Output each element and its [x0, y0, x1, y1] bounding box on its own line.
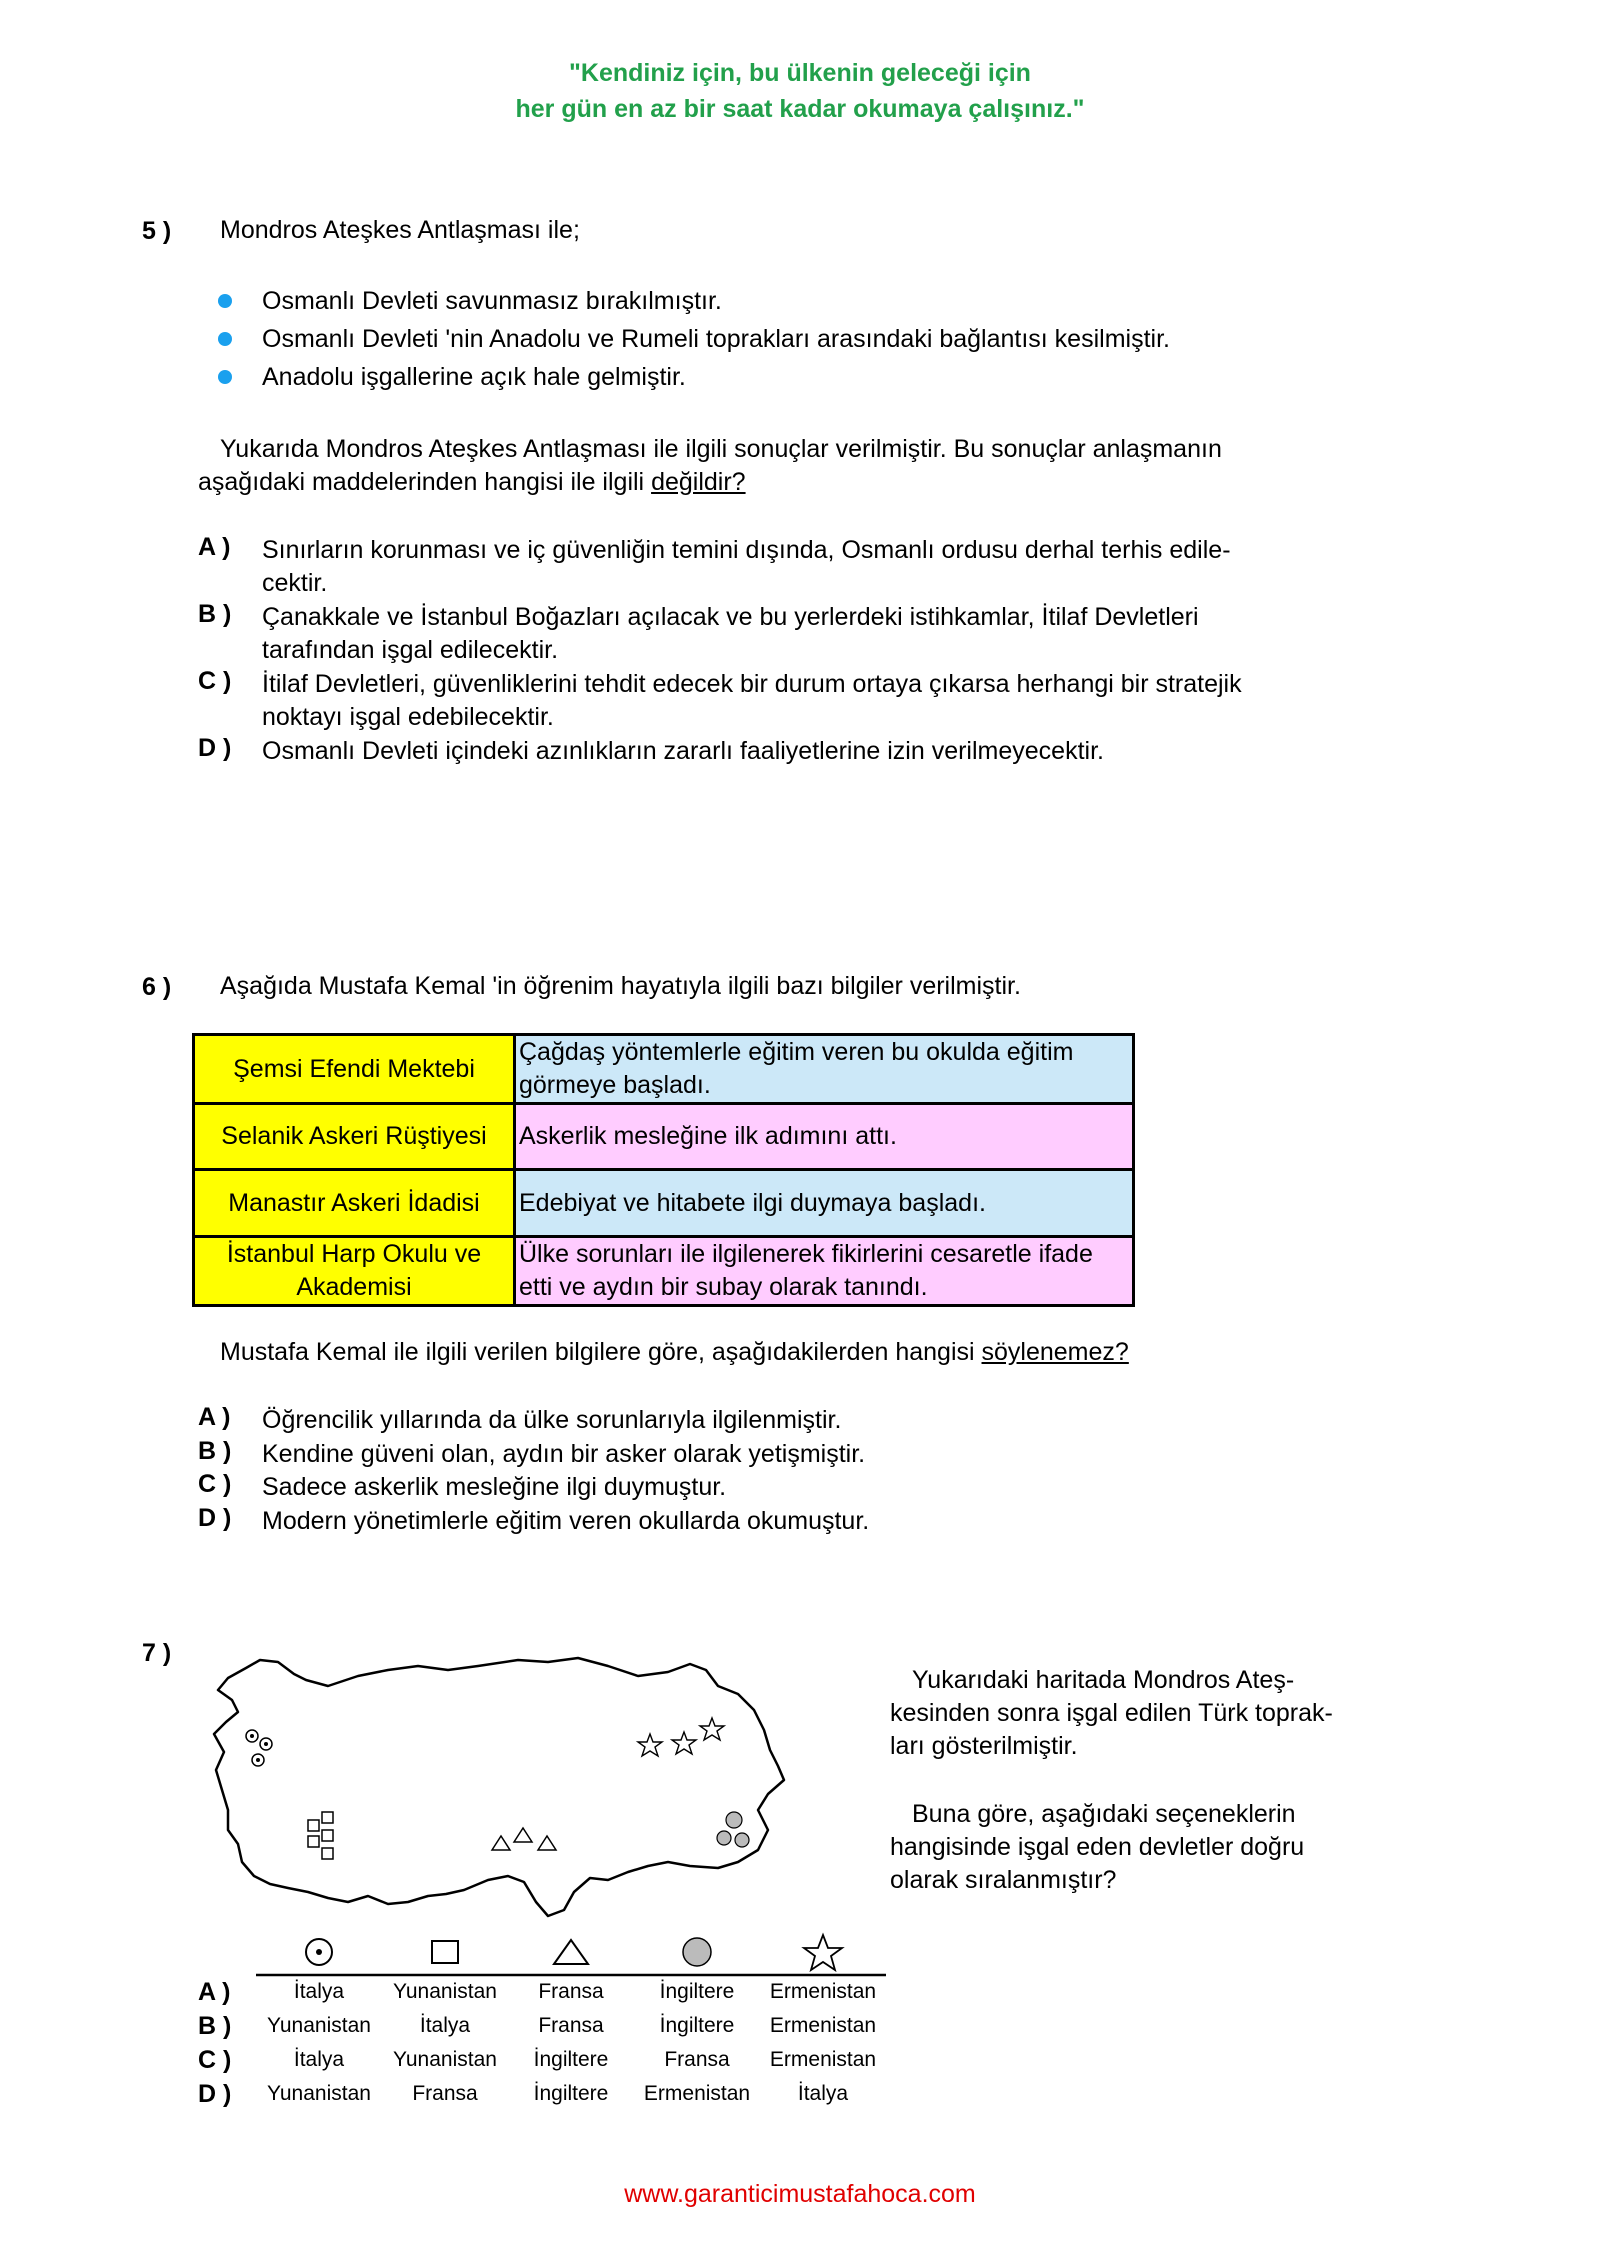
q5-option-c-letter[interactable]: C ) [198, 667, 232, 695]
q7-para2-line3: olarak sıralanmıştır? [890, 1866, 1117, 1894]
q7-para1-line2: kesinden sonra işgal edilen Türk toprak- [890, 1699, 1333, 1727]
circle-dot-icon [306, 1939, 332, 1965]
turkey-occupation-map [198, 1640, 798, 1925]
q5-option-a-line2[interactable]: cektir. [262, 569, 328, 597]
q5-option-c-line2[interactable]: noktayı işgal edebilecektir. [262, 703, 554, 731]
q7-option-b-row[interactable] [256, 2009, 886, 2043]
q6-option-a-text[interactable]: Öğrencilik yıllarında da ülke sorunlarıyla ilgilenmiştir. [262, 1406, 842, 1434]
question-5-intro: Mondros Ateşkes Antlaşması ile; [220, 216, 580, 244]
grid-cell: Ermenistan [643, 2082, 751, 2105]
q7-para2-line1: Buna göre, aşağıdaki seçeneklerin [912, 1800, 1296, 1828]
mustafa-kemal-education-table [192, 1033, 1135, 1307]
school-cell: Şemsi Efendi Mektebi [194, 1035, 515, 1104]
table-row [194, 1035, 1134, 1104]
legend-symbols-row [256, 1930, 876, 1980]
info-cell: Ülke sorunları ile ilgilenerek fikirlerini cesaretle ifade etti ve aydın bir subay olarak tanındı. [515, 1237, 1134, 1306]
triangle-icon [554, 1940, 588, 1964]
turkey-outline [214, 1658, 784, 1916]
table-row [194, 1170, 1134, 1237]
bullet-icon [218, 370, 232, 384]
q6-option-b-text[interactable]: Kendine güveni olan, aydın bir asker olarak yetişmiştir. [262, 1440, 866, 1468]
q6-option-b-letter[interactable]: B ) [198, 1437, 232, 1465]
q5-option-b-line1[interactable]: Çanakkale ve İstanbul Boğazları açılacak ve bu yerlerdeki istihkamlar, İtilaf Devletleri [262, 603, 1199, 631]
grid-cell: Ermenistan [769, 2048, 877, 2071]
bullet-icon [218, 332, 232, 346]
q5-option-b-letter[interactable]: B ) [198, 600, 232, 628]
grid-cell: Ermenistan [769, 1980, 877, 2003]
q7-option-c-row[interactable] [256, 2043, 886, 2077]
q5-option-a-line1[interactable]: Sınırların korunması ve iç güvenliğin temini dışında, Osmanlı ordusu derhal terhis edile- [262, 536, 1231, 564]
grid-cell: Yunanistan [393, 1980, 497, 2003]
q7-option-b-letter[interactable]: B ) [198, 2012, 232, 2040]
bullet-icon [218, 294, 232, 308]
info-cell: Askerlik mesleğine ilk adımını attı. [515, 1104, 1134, 1170]
info-cell: Çağdaş yöntemlerle eğitim veren bu okulda eğitim görmeye başladı. [515, 1035, 1134, 1104]
q7-options-grid [256, 1975, 886, 2111]
q5-option-b-line2[interactable]: tarafından işgal edilecektir. [262, 636, 559, 664]
question-5-number: 5 ) [142, 217, 172, 245]
q7-option-c-letter[interactable]: C ) [198, 2046, 232, 2074]
school-cell: İstanbul Harp Okulu ve Akademisi [194, 1237, 515, 1306]
grid-cell: İtalya [293, 2048, 345, 2071]
q6-option-a-letter[interactable]: A ) [198, 1403, 231, 1431]
q7-option-a-letter[interactable]: A ) [198, 1978, 231, 2006]
question-7-number: 7 ) [142, 1639, 172, 1667]
q6-option-d-text[interactable]: Modern yönetimlerle eğitim veren okullarda okumuştur. [262, 1507, 870, 1535]
q5-option-d-line1[interactable]: Osmanlı Devleti içindeki azınlıkların zararlı faaliyetlerine izin verilmeyecektir. [262, 737, 1104, 765]
grid-cell: Yunanistan [393, 2048, 497, 2071]
q5-stem-line2: aşağıdaki maddelerinden hangisi ile ilgili değildir? [198, 468, 746, 496]
q5-bullet-1: Osmanlı Devleti savunmasız bırakılmıştır. [262, 287, 722, 315]
grid-cell: Yunanistan [267, 2082, 371, 2105]
q5-option-c-line1[interactable]: İtilaf Devletleri, güvenliklerini tehdit edecek bir durum ortaya çıkarsa herhangi bir stratejik [262, 670, 1242, 698]
q5-bullet-3: Anadolu işgallerine açık hale gelmiştir. [262, 363, 686, 391]
header-quote-line2: her gün en az bir saat kadar okumaya çalışınız." [515, 95, 1085, 123]
q6-stem-emphasis: söylenemez? [981, 1338, 1129, 1366]
school-cell: Manastır Askeri İdadisi [194, 1170, 515, 1237]
grid-cell: Yunanistan [267, 2014, 371, 2037]
table-row [194, 1104, 1134, 1170]
grid-cell: İtalya [293, 1980, 345, 2003]
grid-cell: İngiltere [533, 2082, 609, 2105]
table-row [194, 1237, 1134, 1306]
filled-circle-icon [683, 1938, 711, 1966]
square-icon [432, 1941, 458, 1963]
q5-stem-emphasis: değildir? [651, 468, 746, 496]
q7-para2-line2: hangisinde işgal eden devletler doğru [890, 1833, 1305, 1861]
q6-option-c-text[interactable]: Sadece askerlik mesleğine ilgi duymuştur. [262, 1473, 727, 1501]
question-6-intro: Aşağıda Mustafa Kemal 'in öğrenim hayatıyla ilgili bazı bilgiler verilmiştir. [220, 972, 1021, 1000]
q7-para1-line1: Yukarıdaki haritada Mondros Ateş- [912, 1666, 1295, 1694]
header-quote-line1: "Kendiniz için, bu ülkenin geleceği için [569, 59, 1031, 87]
q5-stem-line1: Yukarıda Mondros Ateşkes Antlaşması ile ilgili sonuçlar verilmiştir. Bu sonuçlar anlaşmanın [220, 435, 1222, 463]
grid-cell: Fransa [538, 1980, 604, 2003]
grid-cell: İtalya [797, 2082, 849, 2105]
q7-option-d-row[interactable] [256, 2077, 886, 2111]
footer-website-link[interactable]: www.garanticimustafahoca.com [624, 2180, 976, 2208]
q7-option-a-row[interactable] [256, 1975, 886, 2009]
question-6-number: 6 ) [142, 973, 172, 1001]
grid-cell: Fransa [664, 2048, 730, 2071]
q6-stem: Mustafa Kemal ile ilgili verilen bilgilere göre, aşağıdakilerden hangisi söylenemez? [220, 1338, 1129, 1366]
school-cell: Selanik Askeri Rüştiyesi [194, 1104, 515, 1170]
q7-para1-line3: ları gösterilmiştir. [890, 1732, 1078, 1760]
grid-cell: Fransa [538, 2014, 604, 2037]
grid-cell: Ermenistan [769, 2014, 877, 2037]
grid-cell: İngiltere [533, 2048, 609, 2071]
star-icon [804, 1935, 842, 1970]
q5-option-a-letter[interactable]: A ) [198, 533, 231, 561]
grid-cell: Fransa [412, 2082, 478, 2105]
q5-option-d-letter[interactable]: D ) [198, 734, 232, 762]
grid-cell: İngiltere [659, 2014, 735, 2037]
info-cell: Edebiyat ve hitabete ilgi duymaya başladı. [515, 1170, 1134, 1237]
q6-option-d-letter[interactable]: D ) [198, 1504, 232, 1532]
q5-bullet-2: Osmanlı Devleti 'nin Anadolu ve Rumeli toprakları arasındaki bağlantısı kesilmiştir. [262, 325, 1170, 353]
grid-cell: İngiltere [659, 1980, 735, 2003]
q7-option-d-letter[interactable]: D ) [198, 2080, 232, 2108]
q6-option-c-letter[interactable]: C ) [198, 1470, 232, 1498]
grid-cell: İtalya [419, 2014, 471, 2037]
map-svg [198, 1640, 798, 1925]
